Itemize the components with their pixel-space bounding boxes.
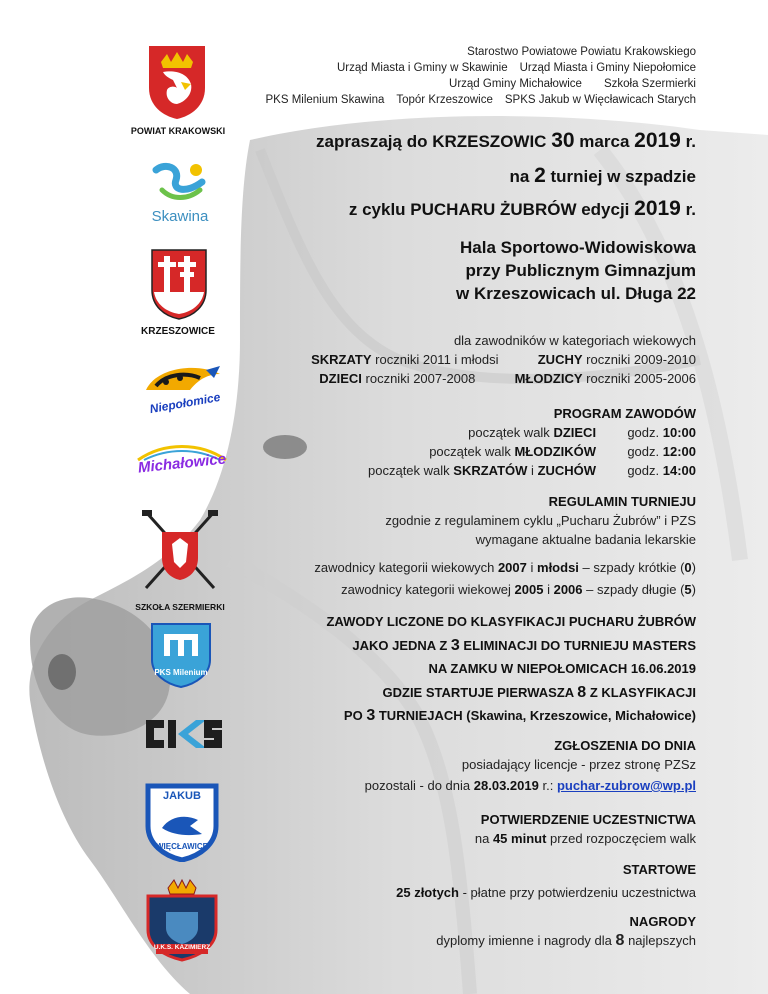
rules-block bbox=[314, 492, 696, 599]
categories-row: DZIECI roczniki 2007-2008 MŁODZICY roczniki 2005-2006 bbox=[319, 371, 696, 386]
szkola-szermierki-logo bbox=[140, 508, 220, 592]
fee-line: 25 złotych - płatne przy potwierdzeniu uczestnictwa bbox=[396, 885, 696, 900]
organizer-line: PKS Milenium Skawina Topór Krzeszowice SPKS Jakub w Więcławicach Starych bbox=[265, 94, 696, 106]
title-line-3: z cyklu PUCHARU ŻUBRÓW edycji 2019 r. bbox=[348, 197, 696, 220]
krzeszowice-logo bbox=[150, 248, 208, 320]
registration-line: pozostali - do dnia 28.03.2019 r.: puchar-zubrow@wp.pl bbox=[364, 778, 696, 793]
skawina-logo bbox=[152, 160, 208, 204]
venue-line: przy Publicznym Gimnazjum bbox=[465, 261, 696, 280]
confirmation-heading: POTWIERDZENIE UCZESTNICTWA bbox=[480, 812, 696, 827]
classification-line: ZAWODY LICZONE DO KLASYFIKACJI PUCHARU ŻUBRÓW bbox=[326, 614, 696, 629]
pks-milenium-label: PKS Milenium bbox=[154, 668, 208, 677]
organizer-line: Urząd Miasta i Gminy w Skawinie Urząd Miasta i Gminy Niepołomice bbox=[336, 62, 696, 74]
niepolomice-label: Niepołomice bbox=[148, 389, 222, 417]
pks-milenium-logo bbox=[148, 620, 214, 688]
email-link[interactable]: puchar-zubrow@wp.pl bbox=[556, 778, 696, 793]
categories-intro: dla zawodników w kategoriach wiekowych bbox=[453, 333, 696, 348]
title-line-2: na 2 turniej w szpadzie bbox=[509, 164, 696, 187]
program-row: początek walk MŁODZIKÓW godz. 12:00 bbox=[429, 444, 696, 459]
classification-line: GDZIE STARTUJE PIERWASZA 8 Z KLASYFIKACJI bbox=[382, 683, 696, 701]
powiat-krakowski-label: POWIAT KRAKOWSKI bbox=[130, 126, 226, 136]
title-line-1: zapraszają do KRZESZOWIC 30 marca 2019 r. bbox=[315, 129, 696, 152]
szkola-szermierki-label: SZKOŁA SZERMIERKI bbox=[135, 602, 225, 612]
rules-long-blades: zawodnicy kategorii wiekowej 2005 i 2006 – szpady długie (5) bbox=[341, 582, 696, 597]
krzeszowice-label: KRZESZOWICE bbox=[141, 326, 215, 337]
program-row: początek walk SKRZATÓW i ZUCHÓW godz. 14:00 bbox=[368, 463, 696, 478]
venue-line: w Krzeszowicach ul. Długa 22 bbox=[456, 284, 696, 303]
registration-heading: ZGŁOSZENIA DO DNIA bbox=[554, 738, 696, 753]
categories-row: SKRZATY roczniki 2011 i młodsi ZUCHY roczniki 2009-2010 bbox=[311, 352, 696, 367]
organizers-block bbox=[265, 44, 696, 108]
rules-line: wymagane aktualne badania lekarskie bbox=[475, 532, 696, 547]
confirmation-block bbox=[475, 810, 696, 848]
wieclawice-label: WIĘCŁAWICE bbox=[156, 842, 208, 851]
classification-line: NA ZAMKU W NIEPOŁOMICACH 16.06.2019 bbox=[428, 661, 696, 676]
rules-short-blades: zawodnicy kategorii wiekowych 2007 i młodsi – szpady krótkie (0) bbox=[314, 560, 696, 575]
rules-heading: REGULAMIN TURNIEJU bbox=[548, 494, 696, 509]
fee-heading: STARTOWE bbox=[622, 862, 696, 877]
organizer-line: Urząd Gminy Michałowice Szkoła Szermierki bbox=[449, 78, 696, 90]
jakub-label: JAKUB bbox=[163, 790, 201, 802]
program-heading: PROGRAM ZAWODÓW bbox=[553, 406, 696, 421]
uks-kazimierz-label: U.K.S. KAZIMIERZ bbox=[153, 944, 211, 951]
program-row: początek walk DZIECI godz. 10:00 bbox=[468, 425, 696, 440]
event-title bbox=[316, 128, 696, 223]
registration-block bbox=[365, 736, 696, 795]
organizer-line: Starostwo Powiatowe Powiatu Krakowskiego bbox=[467, 46, 696, 58]
categories-block bbox=[311, 331, 696, 388]
fee-block bbox=[396, 860, 696, 902]
powiat-krakowski-logo bbox=[147, 44, 207, 120]
prizes-line: dyplomy imienne i nagrody dla 8 najlepszych bbox=[436, 932, 696, 949]
registration-line: posiadający licencje - przez stronę PZSz bbox=[461, 757, 696, 772]
classification-line: PO 3 TURNIEJACH (Skawina, Krzeszowice, Michałowice) bbox=[343, 707, 696, 724]
venue-block bbox=[456, 236, 696, 305]
skawina-label: Skawina bbox=[151, 208, 209, 225]
rules-line: zgodnie z regulaminem cyklu „Pucharu Żubrów” i PZS bbox=[385, 513, 696, 528]
classification-block bbox=[326, 610, 696, 728]
confirmation-line: na 45 minut przed rozpoczęciem walk bbox=[474, 831, 696, 846]
venue-line: Hala Sportowo-Widowiskowa bbox=[460, 238, 696, 257]
spks-logo bbox=[142, 712, 226, 756]
prizes-heading: NAGRODY bbox=[629, 914, 696, 929]
program-block bbox=[368, 404, 696, 480]
prizes-block bbox=[436, 912, 696, 950]
michalowice-label: Michałowice bbox=[137, 450, 227, 477]
classification-line: JAKO JEDNA Z 3 ELIMINACJI DO TURNIEJU MASTERS bbox=[352, 636, 696, 654]
